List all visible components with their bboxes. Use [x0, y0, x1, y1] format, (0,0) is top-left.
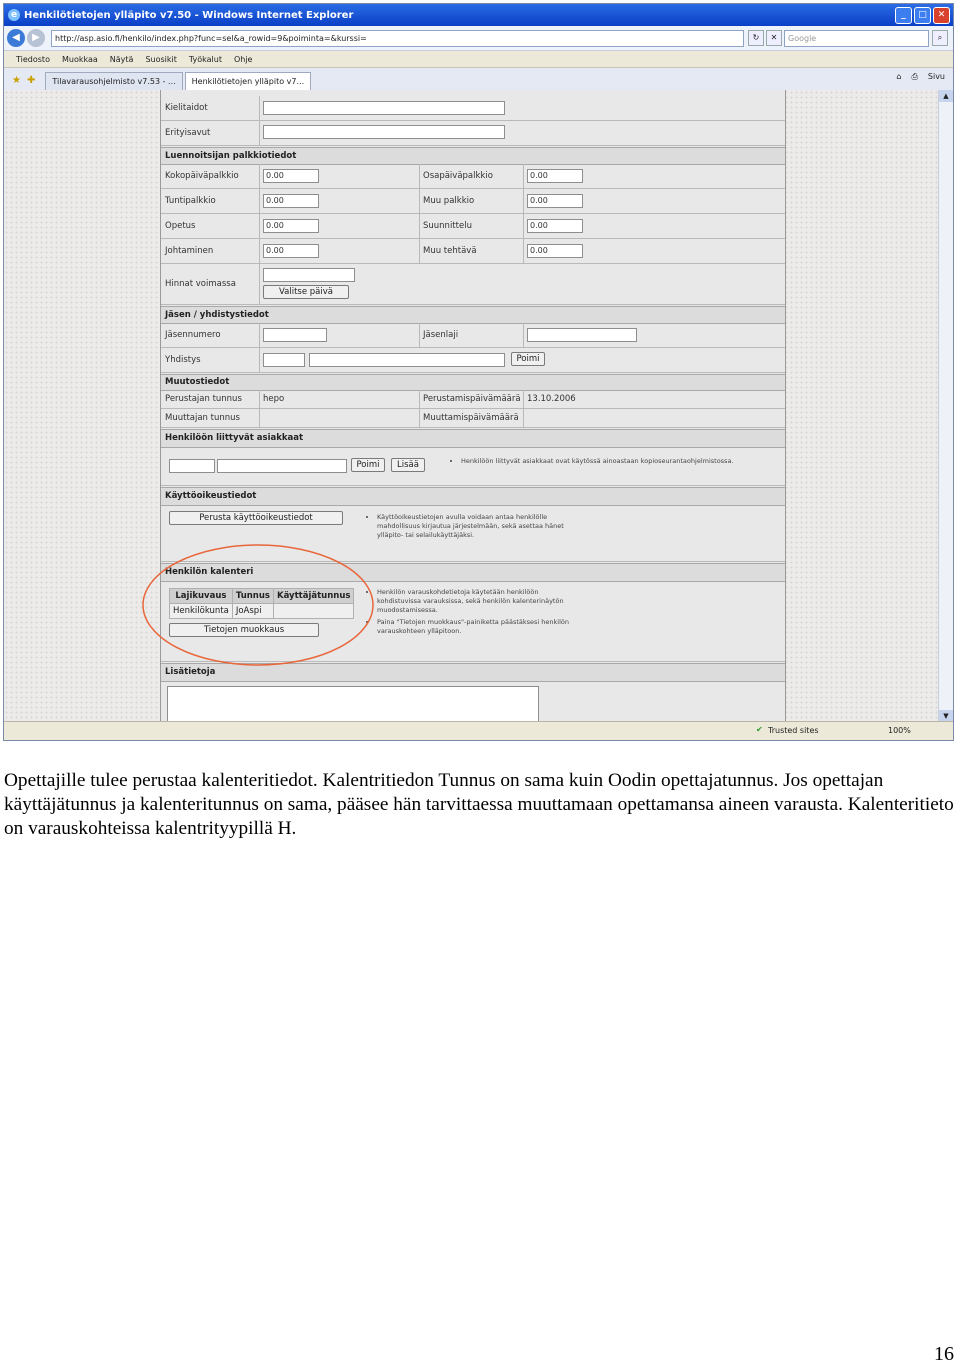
favorites-star-icon[interactable]: ★	[12, 75, 21, 86]
row-kielitaidot	[161, 96, 785, 121]
kielitaidot-input[interactable]	[263, 101, 505, 115]
label-tunti: Tuntipalkkio	[165, 196, 216, 206]
row-jasen	[161, 323, 785, 348]
section-calendar: Henkilön kalenteri	[161, 563, 785, 582]
zoom-level[interactable]: 100%	[888, 726, 911, 735]
cal-header-kayttajatunnus: Käyttäjätunnus	[273, 589, 353, 604]
search-icon[interactable]: ⌕	[932, 30, 948, 46]
section-lisatietoja: Lisätietoja	[161, 663, 785, 682]
minimize-icon[interactable]: _	[895, 7, 912, 24]
search-input[interactable]: Google	[784, 30, 929, 47]
yhdistys-name-input[interactable]	[309, 353, 505, 367]
cal-cell-tunnus: JoAspi	[232, 604, 273, 619]
menu-tools[interactable]: Työkalut	[188, 54, 222, 64]
label-hinnat-voimassa: Hinnat voimassa	[165, 279, 236, 289]
label-jasennumero: Jäsennumero	[165, 330, 221, 340]
kokopaiva-input[interactable]: 0.00	[263, 169, 319, 183]
poimi-client-button[interactable]: Poimi	[351, 458, 385, 472]
muu-tehtava-input[interactable]: 0.00	[527, 244, 583, 258]
address-bar	[4, 26, 953, 51]
label-perustajan-tunnus: Perustajan tunnus	[165, 394, 242, 404]
maximize-icon[interactable]: □	[914, 7, 931, 24]
osapaiva-input[interactable]: 0.00	[527, 169, 583, 183]
page-content	[4, 90, 939, 722]
highlight-ellipse	[140, 540, 390, 670]
yhdistys-code-input[interactable]	[263, 353, 305, 367]
jasenlaji-input[interactable]	[527, 328, 637, 342]
ie-logo-icon: e	[8, 9, 20, 21]
section-rights: Käyttöoikeustiedot	[161, 487, 785, 506]
label-kielitaidot: Kielitaidot	[165, 103, 208, 113]
row-fee-4	[161, 239, 785, 264]
cal-header-tunnus: Tunnus	[232, 589, 273, 604]
check-icon: ✔	[756, 725, 763, 734]
refresh-icon[interactable]: ↻	[748, 30, 764, 46]
erityisavut-input[interactable]	[263, 125, 505, 139]
client-code-input[interactable]	[169, 459, 215, 473]
calendar-note-1: • Henkilön varauskohdetietoja käytetään henkilöön kohdistuvissa varauksissa, sekä henkilön kalenterinäytön muodostamisessa.	[377, 588, 577, 615]
add-client-button[interactable]: Lisää	[391, 458, 425, 472]
status-bar	[4, 721, 953, 740]
poimi-yhdistys-button[interactable]: Poimi	[511, 352, 545, 366]
label-suunnittelu: Suunnittelu	[423, 221, 472, 231]
forward-icon[interactable]: ▶	[27, 29, 45, 47]
row-fee-3	[161, 214, 785, 239]
scroll-down-icon[interactable]: ▼	[939, 710, 953, 722]
row-fee-2	[161, 189, 785, 214]
back-icon[interactable]: ◀	[7, 29, 25, 47]
vertical-scrollbar[interactable]	[938, 90, 953, 722]
client-name-input[interactable]	[217, 459, 347, 473]
page-number: 16	[934, 1343, 954, 1365]
perustamispvm-value: 13.10.2006	[527, 394, 576, 404]
label-erityisavut: Erityisavut	[165, 128, 211, 138]
opetus-input[interactable]: 0.00	[263, 219, 319, 233]
row-hinnat	[161, 264, 785, 305]
menu-favorites[interactable]: Suosikit	[145, 54, 177, 64]
zone-label: Trusted sites	[768, 726, 819, 735]
window-title: Henkilötietojen ylläpito v7.50 - Windows Internet Explorer	[24, 9, 354, 21]
row-fee-1	[161, 164, 785, 189]
label-muu-palkkio: Muu palkkio	[423, 196, 475, 206]
label-jasenlaji: Jäsenlaji	[423, 330, 459, 340]
label-kokopaiva: Kokopäiväpalkkio	[165, 171, 239, 181]
lisatietoja-textarea[interactable]	[167, 686, 539, 726]
row-yhdistys	[161, 348, 785, 373]
row-erityisavut	[161, 121, 785, 146]
close-icon[interactable]: ✕	[933, 7, 950, 24]
cal-header-lajikuvaus: Lajikuvaus	[170, 589, 233, 604]
row-muuttaja	[161, 409, 785, 428]
clients-note	[451, 457, 771, 469]
section-fees: Luennoitsijan palkkiotiedot	[161, 147, 785, 165]
calendar-notes	[367, 588, 577, 639]
hinnat-date-input[interactable]	[263, 268, 355, 282]
section-member: Jäsen / yhdistystiedot	[161, 306, 785, 324]
url-input[interactable]: http://asp.asio.fi/henkilo/index.php?func=sel&a_rowid=9&poiminta=&kurssi=	[51, 30, 744, 47]
label-opetus: Opetus	[165, 221, 196, 231]
label-johtaminen: Johtaminen	[165, 246, 214, 256]
label-muuttajan-tunnus: Muuttajan tunnus	[165, 413, 240, 423]
label-perustamispvm: Perustamispäivämäärä	[423, 394, 521, 404]
edit-calendar-button[interactable]: Tietojen muokkaus	[169, 623, 319, 637]
menu-file[interactable]: Tiedosto	[16, 54, 50, 64]
jasennumero-input[interactable]	[263, 328, 327, 342]
create-rights-button[interactable]: Perusta käyttöoikeustiedot	[169, 511, 343, 525]
menu-help[interactable]: Ohje	[233, 54, 253, 64]
label-osapaiva: Osapäiväpalkkio	[423, 171, 493, 181]
home-icon[interactable]: ⌂	[896, 72, 902, 81]
rights-note-text: • Käyttöoikeustietojen avulla voidaan antaa henkilölle mahdollisuus kirjautua järjestelmään, sekä asettaa hänet ylläpito- tai selailukäyttäjäksi.	[377, 513, 567, 540]
section-clients: Henkilöön liittyvät asiakkaat	[161, 429, 785, 448]
select-date-button[interactable]: Valitse päivä	[263, 285, 349, 299]
menu-bar	[4, 51, 953, 68]
tab-henkilotiedot[interactable]: Henkilötietojen ylläpito v7...	[185, 72, 311, 90]
johtaminen-input[interactable]: 0.00	[263, 244, 319, 258]
row-clients	[161, 447, 785, 486]
scroll-up-icon[interactable]: ▲	[939, 90, 953, 102]
row-perustaja	[161, 390, 785, 409]
calendar-note-2: • Paina "Tietojen muokkaus"-painiketta päästäksesi henkilön varauskohteen ylläpitoon.	[377, 618, 577, 636]
section-changes: Muutostiedot	[161, 374, 785, 391]
tab-bar	[4, 68, 953, 91]
rights-note	[367, 513, 567, 543]
cal-cell-lajikuvaus: Henkilökunta	[170, 604, 233, 619]
stop-icon[interactable]: ✕	[766, 30, 782, 46]
clients-note-text: • Henkilöön liittyvät asiakkaat ovat käytössä ainoastaan kopioseurantaohjelmistossa.	[461, 457, 771, 466]
suunnittelu-input[interactable]: 0.00	[527, 219, 583, 233]
label-yhdistys: Yhdistys	[165, 355, 201, 365]
label-muuttamispvm: Muuttamispäivämäärä	[423, 413, 519, 423]
label-muu-tehtava: Muu tehtävä	[423, 246, 477, 256]
muu-palkkio-input[interactable]: 0.00	[527, 194, 583, 208]
tunti-input[interactable]: 0.00	[263, 194, 319, 208]
window-titlebar	[4, 4, 953, 26]
body-paragraph: Opettajille tulee perustaa kalenteritiedot. Kalentritiedon Tunnus on sama kuin Oodin opettajatunnus. Jos opettajan käyttäjätunnus ja kalenteritunnus on sama, pääsee hän tarvittaessa muuttamaan opettamansa aineen varausta. Kalenteritieto on varauskohteissa kalentrityypillä H.	[4, 770, 954, 839]
add-favorite-icon[interactable]: ✚	[26, 75, 36, 86]
tab-tilavaraus[interactable]: Tilavarausohjelmisto v7.53 - ...	[45, 72, 182, 90]
perustajan-tunnus-value: hepo	[263, 394, 285, 404]
menu-view[interactable]: Näytä	[109, 54, 134, 64]
page-menu[interactable]: Sivu	[927, 72, 945, 81]
browser-screenshot	[3, 3, 954, 741]
menu-edit[interactable]: Muokkaa	[61, 54, 98, 64]
print-icon[interactable]: ⎙	[911, 72, 918, 81]
